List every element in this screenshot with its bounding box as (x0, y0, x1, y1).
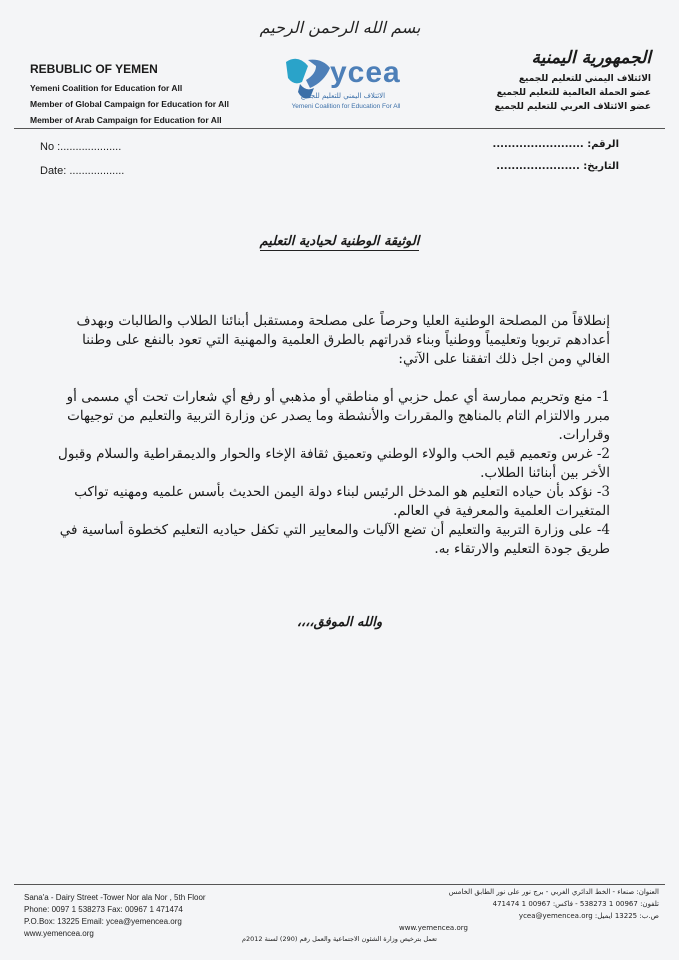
closing-line: والله الموفق،،،، (296, 615, 383, 630)
header-divider (14, 128, 665, 129)
footer-website-en: www.yemencea.org (24, 929, 94, 938)
reference-number-en: No :.................... (40, 141, 122, 153)
intro-paragraph: إنطلاقاً من المصلحة الوطنية العليا وحرصاً على مصلحة ومستقبل أبنائنا الطلاب والطالبات وبهدف أعدادهم تربويا وتعليمياً ووطنياً وبناء قدراتهم بالطرق العلمية والمهنية التي تعود بالنفع على وطننا الغالي ومن اجل ذلك اتفقنا على الآتي: (76, 313, 610, 367)
country-title-en: REBUBLIC OF YEMEN (30, 62, 158, 76)
footer-divider (14, 884, 665, 885)
document-title: الوثيقة الوطنية لحيادية التعليم (259, 234, 420, 249)
footer-contact-ar (389, 886, 659, 934)
meta-right (493, 139, 619, 183)
logo-arabic-text: الائتلاف اليمني للتعليم للجميع (300, 92, 386, 100)
logo-english-text: Yemeni Coalition for Education For All (291, 103, 401, 110)
footer-pobox-en: P.O.Box: 13225 Email: ycea@yemencea.org (24, 917, 182, 926)
org-line-ar-1: الائتلاف اليمني للتعليم للجميع (518, 74, 651, 84)
clause-item: 2- غرس وتعميم قيم الحب والولاء الوطني وتعميق ثقافة الإخاء والحوار والديمقراطية والسلام وقبول الأخر بين أبنائنا الطلاب. (58, 446, 610, 481)
org-line-en-1: Yemeni Coalition for Education for All (30, 83, 183, 93)
logo-brand-text: ycea (330, 56, 401, 89)
clause-item: 3- نؤكد بأن حياده التعليم هو المدخل الرئيس لبناء دولة اليمن الحديث بأسس علميه ومهنيه تواكب المتغيرات العلمية والمعرفية في العالم. (74, 484, 610, 519)
org-line-ar-2: عضو الحملة العالمية للتعليم للجميع (496, 88, 651, 98)
footer-phone-en: Phone: 0097 1 538273 Fax: 00967 1 471474 (24, 905, 183, 914)
ycea-logo (278, 48, 408, 116)
reference-number-ar: الرقم: ........................ (492, 139, 619, 150)
footer-pobox-ar: ص.ب: 13225 ايميل: ycea@yemencea.org (518, 912, 659, 920)
org-line-en-2: Member of Global Campaign for Education for All (30, 99, 229, 109)
clause-item: 1- منع وتحريم ممارسة أي عمل حزبي أو مناطقي أو مذهبي أو رفع أي شعارات تحت أي مسمى أو مبرر والالتزام التام بالمناهج والمقررات والأنشطة وما يصدر عن وزارة التربية والتعليم من توجيهات وقرارات. (66, 389, 610, 443)
footer-website-ar: www.yemencea.org (399, 924, 468, 932)
date-field-ar: التاريخ: ...................... (496, 161, 619, 172)
footer-address-en: Sana'a - Dairy Street -Tower Nor ala Nor , 5th Floor (24, 893, 206, 902)
basmala-calligraphy: بسم الله الرحمن الرحيم (259, 18, 421, 37)
org-line-en-3: Member of Arab Campaign for Education for All (30, 115, 222, 125)
footer-address-ar: العنوان: صنعاء - الخط الدائري الغربي - برج نور على نور الطابق الخامس (448, 888, 659, 896)
license-note: تعمل بترخيص وزارة الشئون الاجتماعية والعمل رقم (290) لسنة 2012م (241, 935, 437, 943)
country-title-ar: الجمهورية اليمنية (531, 48, 651, 68)
footer-contact-en (24, 892, 206, 940)
org-line-ar-3: عضو الائتلاف العربي للتعليم للجميع (494, 102, 651, 112)
meta-left (40, 141, 124, 189)
footer-phone-ar: تلفون: 00967 1 538273 - فاكس: 00967 1 471474 (492, 900, 659, 908)
date-field-en: Date: .................. (40, 165, 125, 177)
header-right-block (451, 48, 651, 114)
document-body (50, 312, 610, 559)
clause-item: 4- على وزارة التربية والتعليم أن تضع الآليات والمعايير التي تكفل حياديه التعليم كخطوة أساسية في طريق جودة التعليم والارتقاء به. (59, 522, 610, 557)
header-left-block (30, 62, 270, 128)
